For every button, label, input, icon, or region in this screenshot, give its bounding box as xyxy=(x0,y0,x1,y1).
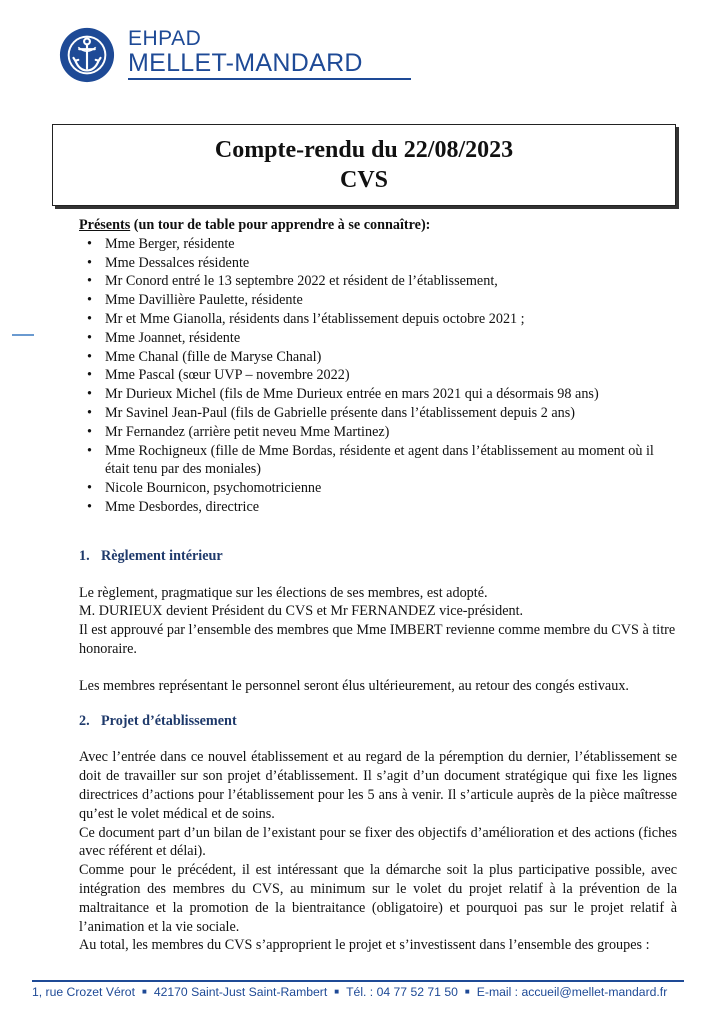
footer xyxy=(32,985,692,999)
paragraph: Avec l’entrée dans ce nouvel établissement et au regard de la péremption du dernier, l’établissement se doit de travailler sur son projet d’établissement. Il s’agit d’un document stratégique qui fixe les lignes directrices d’actions pour l’établissement pour les 5 ans à venir. Il s’articule auprès de la pièce maîtresse qu’est le volet médical et de soins. xyxy=(79,749,677,822)
paragraph: Le règlement, pragmatique sur les élections de ses membres, est adopté. xyxy=(79,584,488,601)
list-item: • Mr Conord entré le 13 septembre 2022 et résident de l’établissement, xyxy=(79,272,677,291)
list-item: • Mme Dessalces résidente xyxy=(79,254,677,273)
paragraph: Les membres représentant le personnel seront élus ultérieurement, au retour des congés estivaux. xyxy=(79,677,629,694)
list-item: • Mme Pascal (sœur UVP – novembre 2022) xyxy=(79,366,677,385)
document-subtitle: CVS xyxy=(339,167,388,193)
footer-separator-icon: ■ xyxy=(334,987,340,996)
footer-address: 1, rue Crozet Vérot xyxy=(32,985,135,999)
section-1-title: Règlement intérieur xyxy=(101,547,223,564)
paragraph: M. DURIEUX devient Président du CVS et Mr FERNANDEZ vice-président. xyxy=(79,603,524,620)
brand-underline xyxy=(128,78,411,80)
list-item: • Mme Chanal (fille de Maryse Chanal) xyxy=(79,348,677,367)
attendees-list xyxy=(79,235,677,517)
section-2-body xyxy=(79,748,677,955)
brand xyxy=(128,28,363,76)
letterhead xyxy=(58,24,378,84)
footer-email: E-mail : accueil@mellet-mandard.fr xyxy=(476,985,668,999)
footer-separator-icon: ■ xyxy=(464,987,470,996)
section-2-number: 2. xyxy=(79,712,90,729)
brand-ehpad: EHPAD xyxy=(128,27,202,50)
section-2-title: Projet d’établissement xyxy=(101,712,237,729)
list-item: • Mme Desbordes, directrice xyxy=(79,498,677,517)
anchor-logo-icon xyxy=(58,26,116,84)
footer-city: 42170 Saint-Just Saint-Rambert xyxy=(153,985,328,999)
document-body xyxy=(79,216,677,955)
list-item: • Mr Fernandez (arrière petit neveu Mme Martinez) xyxy=(79,423,677,442)
paragraph: Au total, les membres du CVS s’approprient le projet et s’investissent dans l’ensemble des groupes : xyxy=(79,937,650,954)
brand-name: MELLET-MANDARD xyxy=(128,49,363,77)
footer-rule xyxy=(32,980,684,982)
list-item: • Mme Davillière Paulette, résidente xyxy=(79,291,677,310)
list-item: • Mr Savinel Jean-Paul (fils de Gabrielle présente dans l’établissement depuis 2 ans) xyxy=(79,404,677,423)
section-1-body xyxy=(79,584,677,696)
section-1-number: 1. xyxy=(79,547,90,564)
attendees-heading-note: (un tour de table pour apprendre à se connaître): xyxy=(130,217,431,233)
title-box xyxy=(52,124,676,206)
paragraph: Comme pour le précédent, il est intéressant que la démarche soit la plus participative possible, avec intégration des membres du CVS, au minimum sur le volet du projet relatif à la prévention de la maltraitance et la promotion de la bientraitance (obligatoire) et pourquoi pas sur le projet relatif à l’animation et la vie sociale. xyxy=(79,862,677,935)
document-title: Compte-rendu du 22/08/2023 xyxy=(214,137,514,163)
list-item: • Mr et Mme Gianolla, résidents dans l’établissement depuis octobre 2021 ; xyxy=(79,310,677,329)
margin-mark xyxy=(12,334,34,336)
list-item: • Mme Rochigneux (fille de Mme Bordas, résidente et agent dans l’établissement au moment où il était tenu par des moniales) xyxy=(79,442,677,480)
attendees-heading-label: Présents xyxy=(79,217,131,233)
list-item: • Mme Berger, résidente xyxy=(79,235,677,254)
paragraph: Il est approuvé par l’ensemble des membres que Mme IMBERT revienne comme membre du CVS à titre honoraire. xyxy=(79,622,676,657)
list-item: • Nicole Bournicon, psychomotricienne xyxy=(79,479,677,498)
footer-phone: Tél. : 04 77 52 71 50 xyxy=(346,985,458,999)
list-item: • Mme Joannet, résidente xyxy=(79,329,677,348)
attendees-heading xyxy=(79,216,677,235)
list-item: • Mr Durieux Michel (fils de Mme Durieux entrée en mars 2021 qui a désormais 98 ans) xyxy=(79,385,677,404)
footer-separator-icon: ■ xyxy=(141,987,147,996)
section-1-heading xyxy=(79,547,677,566)
paragraph: Ce document part d’un bilan de l’existant pour se fixer des objectifs d’amélioration et des actions (fiches avec référent et délai). xyxy=(79,824,677,860)
section-2-heading xyxy=(79,712,677,731)
